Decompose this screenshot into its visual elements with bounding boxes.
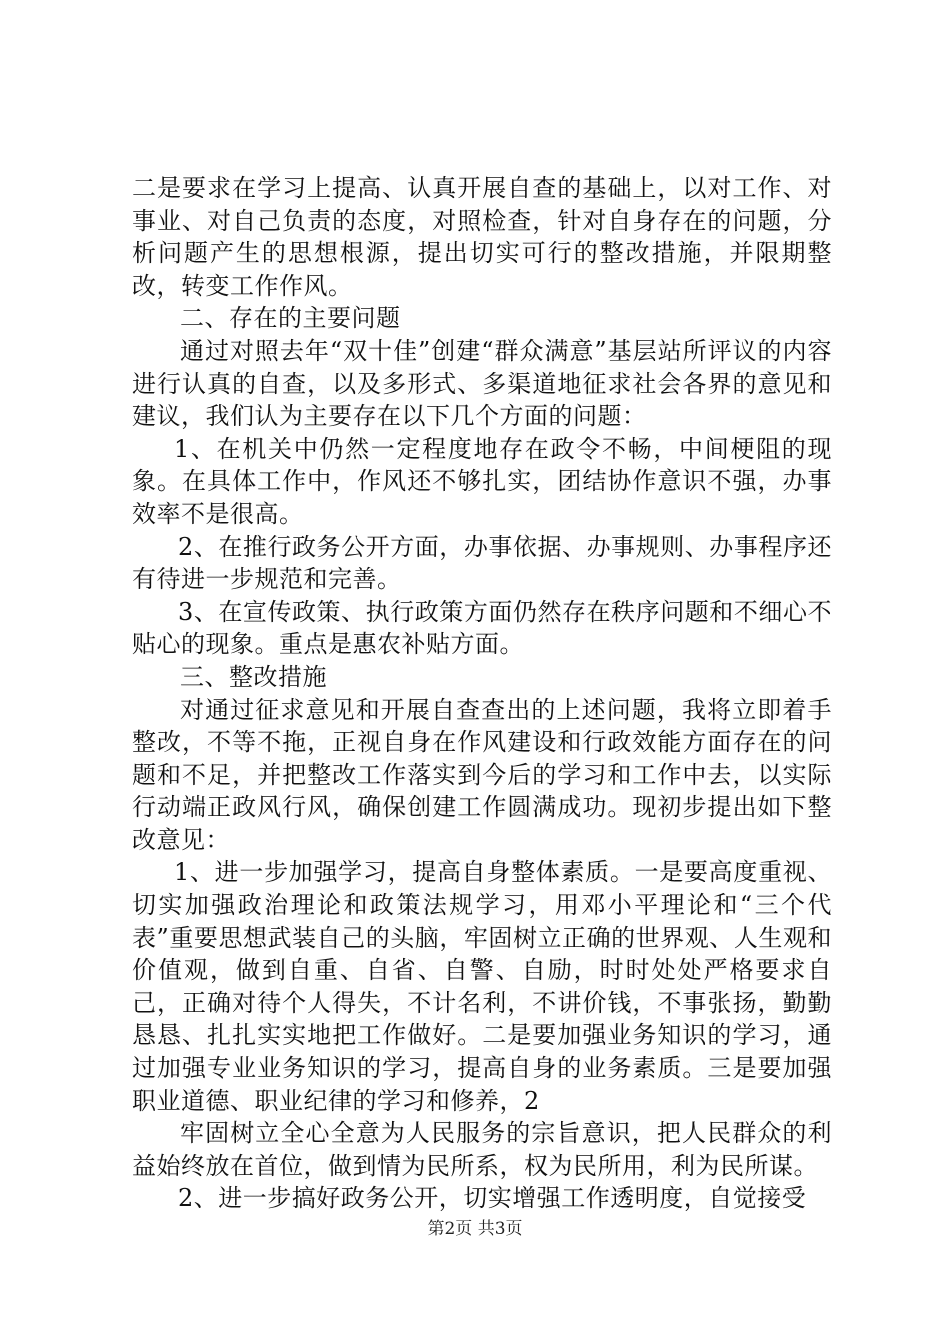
paragraph-8: 对通过征求意见和开展自查查出的上述问题，我将立即着手整改，不等不拖，正视自身在作风建设和行政效能方面存在的问题和不足，并把整改工作落实到今后的学习和工作中去，以实际行动端正政风行风，确保创建工作圆满成功。现初步提出如下整改意见：	[132, 695, 832, 854]
page-footer: 第2页 共3页	[427, 1219, 523, 1239]
paragraph-3: 通过对照去年“双十佳”创建“群众满意”基层站所评议的内容进行认真的自查，以及多形式、多渠道地征求社会各界的意见和建议，我们认为主要存在以下几个方面的问题：	[132, 336, 832, 431]
problem-item-2: 2、在推行政务公开方面，办事依据、办事规则、办事程序还有待进一步规范和完善。	[132, 532, 832, 594]
problem-item-1: 1、在机关中仍然一定程度地存在政令不畅，中间梗阻的现象。在具体工作中，作风还不够扎实，团结协作意识不强，办事效率不是很高。	[132, 434, 832, 528]
document-body	[132, 172, 832, 1215]
measure-item-2: 2、进一步搞好政务公开，切实增强工作透明度，自觉接受	[178, 1184, 807, 1213]
problem-item-3: 3、在宣传政策、执行政策方面仍然存在秩序问题和不细心不贴心的现象。重点是惠农补贴方面。	[132, 597, 832, 659]
paragraph-1: 二是要求在学习上提高、认真开展自查的基础上，以对工作、对事业、对自己负责的态度，对照检查，针对自身存在的问题，分析问题产生的思想根源，提出切实可行的整改措施，并限期整改，转变工作作风。	[132, 174, 832, 300]
section-heading-measures: 三、整改措施	[180, 662, 327, 691]
paragraph-10: 牢固树立全心全意为人民服务的宗旨意识，把人民群众的利益始终放在首位，做到情为民所系，权为民所用，利为民所谋。	[132, 1119, 832, 1180]
section-heading-problems: 二、存在的主要问题	[180, 304, 401, 333]
measure-item-1: 1、进一步加强学习，提高自身整体素质。一是要高度重视、切实加强政治理论和政策法规学习，用邓小平理论和“三个代表”重要思想武装自己的头脑，牢固树立正确的世界观、人生观和价值观，做到自重、自省、自警、自励，时时处处严格要求自己，正确对待个人得失，不计名利，不讲价钱，不事张扬，勤勤恳恳、扎扎实实地把工作做好。二是要加强业务知识的学习，通过加强专业业务知识的学习，提高自身的业务素质。三是要加强职业道德、职业纪律的学习和修养，2	[132, 858, 832, 1115]
